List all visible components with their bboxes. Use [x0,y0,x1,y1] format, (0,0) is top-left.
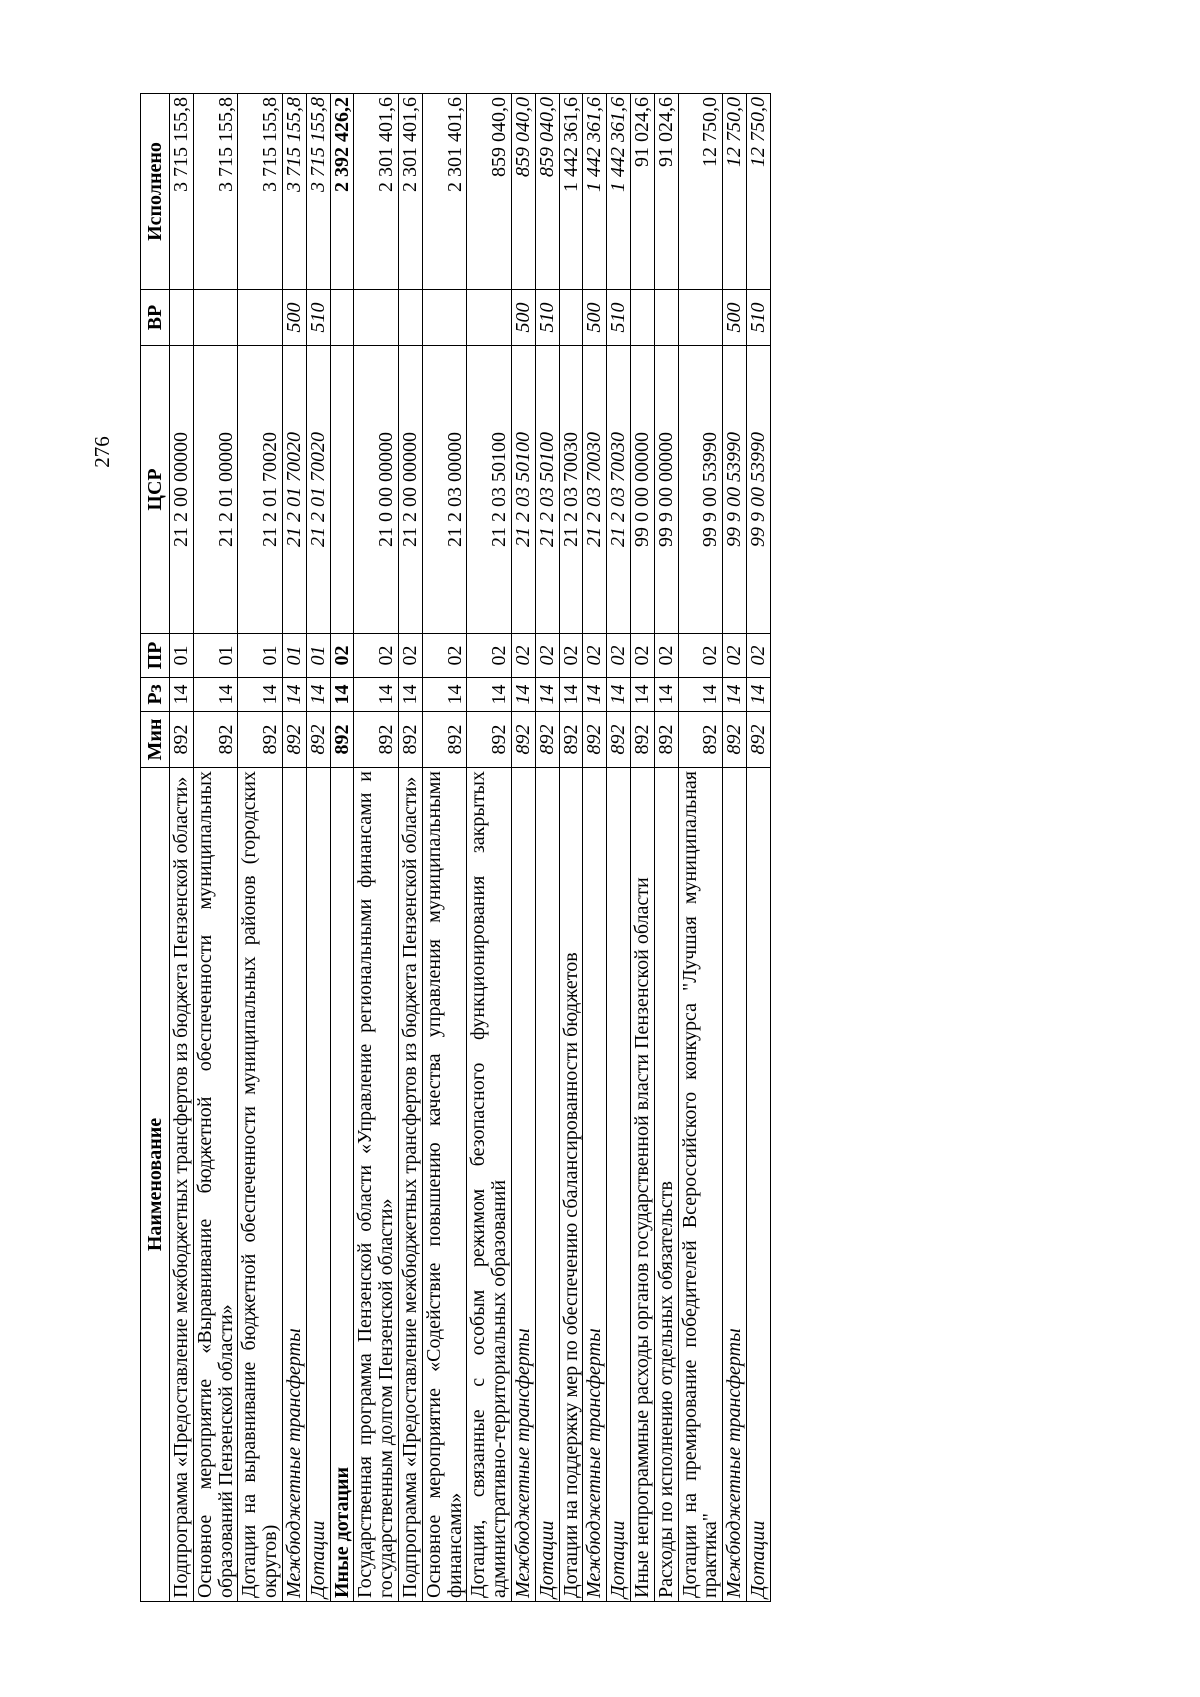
row-pr: 01 [238,634,283,678]
row-min: 892 [193,712,238,768]
row-pr: 02 [654,634,678,678]
row-min: 892 [678,712,723,768]
table-row [422,94,467,1602]
row-done: 859 040,0 [511,94,535,290]
budget-execution-table [140,93,771,1602]
table-row [654,94,678,1602]
row-csr: 21 2 03 70030 [583,346,607,634]
table-row [678,94,723,1602]
budget-table-frame [140,94,1007,1602]
row-vr: 500 [583,290,607,346]
row-name: Дотации [535,768,559,1602]
row-csr: 21 2 01 70020 [238,346,283,634]
row-vr [467,290,512,346]
header-min: Мин [141,712,170,768]
row-name: Межбюджетные трансферты [583,768,607,1602]
row-rz: 14 [607,678,631,712]
row-vr [354,290,399,346]
row-rz: 14 [723,678,747,712]
row-rz: 14 [467,678,512,712]
table-row [559,94,583,1602]
row-vr: 500 [282,290,306,346]
row-rz: 14 [282,678,306,712]
row-csr: 21 2 03 70030 [559,346,583,634]
row-done: 12 750,0 [746,94,770,290]
row-name: Дотации, связанные с особым режимом безопасного функционирования закрытых административно-территориальных образований [467,768,512,1602]
row-rz: 14 [746,678,770,712]
header-vr: ВР [141,290,170,346]
row-min: 892 [467,712,512,768]
header-csr: ЦСР [141,346,170,634]
row-pr: 02 [398,634,422,678]
table-header-row [141,94,170,1602]
row-rz: 14 [330,678,354,712]
row-csr: 21 2 00 00000 [398,346,422,634]
row-min: 892 [654,712,678,768]
row-csr: 21 2 03 50100 [535,346,559,634]
row-min: 892 [330,712,354,768]
table-row [630,94,654,1602]
row-vr: 500 [511,290,535,346]
row-csr: 21 2 03 00000 [422,346,467,634]
row-csr: 99 9 00 00000 [654,346,678,634]
table-row [330,94,354,1602]
row-csr: 21 2 03 50100 [511,346,535,634]
row-vr [630,290,654,346]
row-vr [238,290,283,346]
row-name: Государственная программа Пензенской области «Управление региональными финансами и государственным долгом Пензенской области» [354,768,399,1602]
row-done: 91 024,6 [654,94,678,290]
header-pr: ПР [141,634,170,678]
row-done: 91 024,6 [630,94,654,290]
row-name: Подпрограмма «Предоставление межбюджетных трансфертов из бюджета Пензенской области» [170,768,194,1602]
row-vr: 510 [535,290,559,346]
row-done: 3 715 155,8 [306,94,330,290]
row-vr [559,290,583,346]
row-done: 1 442 361,6 [583,94,607,290]
row-rz: 14 [654,678,678,712]
row-rz: 14 [398,678,422,712]
row-vr: 510 [607,290,631,346]
row-rz: 14 [238,678,283,712]
row-name: Основное мероприятие «Выравнивание бюджетной обеспеченности муниципальных образований Пензенской области» [193,768,238,1602]
row-done: 859 040,0 [467,94,512,290]
row-name: Дотации на премирование победителей Всероссийского конкурса "Лучшая муниципальная практика" [678,768,723,1602]
row-name: Подпрограмма «Предоставление межбюджетных трансфертов из бюджета Пензенской области» [398,768,422,1602]
row-pr: 02 [678,634,723,678]
row-csr: 99 0 00 00000 [630,346,654,634]
row-pr: 02 [535,634,559,678]
row-vr [330,290,354,346]
row-csr: 99 9 00 53990 [678,346,723,634]
row-done: 1 442 361,6 [607,94,631,290]
row-name: Иные непрограммные расходы органов государственной власти Пензенской области [630,768,654,1602]
row-done: 3 715 155,8 [170,94,194,290]
row-vr [398,290,422,346]
row-min: 892 [746,712,770,768]
row-csr: 21 0 00 00000 [354,346,399,634]
row-vr [422,290,467,346]
row-rz: 14 [583,678,607,712]
row-name: Межбюджетные трансферты [723,768,747,1602]
row-rz: 14 [193,678,238,712]
row-min: 892 [306,712,330,768]
row-rz: 14 [511,678,535,712]
table-row [535,94,559,1602]
table-row [511,94,535,1602]
row-name: Дотации [306,768,330,1602]
row-done: 12 750,0 [723,94,747,290]
row-csr: 21 2 01 70020 [306,346,330,634]
row-done: 3 715 155,8 [238,94,283,290]
row-min: 892 [583,712,607,768]
row-done: 2 392 426,2 [330,94,354,290]
row-csr: 99 9 00 53990 [746,346,770,634]
row-pr: 01 [193,634,238,678]
table-row [238,94,283,1602]
row-pr: 02 [723,634,747,678]
row-name: Дотации [607,768,631,1602]
row-rz: 14 [422,678,467,712]
row-rz: 14 [678,678,723,712]
row-min: 892 [607,712,631,768]
row-done: 3 715 155,8 [193,94,238,290]
row-pr: 02 [422,634,467,678]
row-min: 892 [422,712,467,768]
row-done: 2 301 401,6 [398,94,422,290]
table-row [583,94,607,1602]
row-min: 892 [723,712,747,768]
row-pr: 02 [630,634,654,678]
row-rz: 14 [630,678,654,712]
row-csr: 99 9 00 53990 [723,346,747,634]
row-min: 892 [354,712,399,768]
table-row [306,94,330,1602]
row-name: Межбюджетные трансферты [282,768,306,1602]
row-min: 892 [282,712,306,768]
row-pr: 02 [330,634,354,678]
row-pr: 02 [559,634,583,678]
row-vr [654,290,678,346]
row-pr: 02 [354,634,399,678]
header-done: Исполнено [141,94,170,290]
row-name: Иные дотации [330,768,354,1602]
row-rz: 14 [170,678,194,712]
row-pr: 02 [607,634,631,678]
row-pr: 02 [583,634,607,678]
row-csr: 21 2 00 00000 [170,346,194,634]
row-pr: 01 [282,634,306,678]
table-row [398,94,422,1602]
table-row [354,94,399,1602]
row-csr [330,346,354,634]
table-row [170,94,194,1602]
row-done: 1 442 361,6 [559,94,583,290]
row-done: 2 301 401,6 [422,94,467,290]
header-name: Наименование [141,768,170,1602]
row-vr: 510 [746,290,770,346]
row-vr [170,290,194,346]
row-done: 859 040,0 [535,94,559,290]
row-name: Межбюджетные трансферты [511,768,535,1602]
table-row [723,94,747,1602]
row-min: 892 [559,712,583,768]
row-pr: 02 [467,634,512,678]
row-vr: 500 [723,290,747,346]
row-vr: 510 [306,290,330,346]
row-min: 892 [398,712,422,768]
row-csr: 21 2 01 70020 [282,346,306,634]
row-vr [678,290,723,346]
row-pr: 01 [170,634,194,678]
table-row [467,94,512,1602]
row-rz: 14 [535,678,559,712]
row-csr: 21 2 01 00000 [193,346,238,634]
row-name: Дотации на выравнивание бюджетной обеспеченности муниципальных районов (городских округов) [238,768,283,1602]
row-name: Основное мероприятие «Содействие повышению качества управления муниципальными финансами» [422,768,467,1602]
row-vr [193,290,238,346]
row-name: Дотации [746,768,770,1602]
row-pr: 01 [306,634,330,678]
row-min: 892 [630,712,654,768]
table-row [193,94,238,1602]
row-name: Расходы по исполнению отдельных обязательств [654,768,678,1602]
row-csr: 21 2 03 70030 [607,346,631,634]
table-row [282,94,306,1602]
row-rz: 14 [354,678,399,712]
row-min: 892 [238,712,283,768]
row-rz: 14 [306,678,330,712]
table-row [746,94,770,1602]
row-min: 892 [535,712,559,768]
row-name: Дотации на поддержку мер по обеспечению сбалансированности бюджетов [559,768,583,1602]
row-pr: 02 [511,634,535,678]
header-rz: Рз [141,678,170,712]
table-row [607,94,631,1602]
row-min: 892 [170,712,194,768]
row-min: 892 [511,712,535,768]
row-done: 2 301 401,6 [354,94,399,290]
row-csr: 21 2 03 50100 [467,346,512,634]
row-done: 12 750,0 [678,94,723,290]
row-done: 3 715 155,8 [282,94,306,290]
row-rz: 14 [559,678,583,712]
page-number: 276 [90,436,114,468]
row-pr: 02 [746,634,770,678]
